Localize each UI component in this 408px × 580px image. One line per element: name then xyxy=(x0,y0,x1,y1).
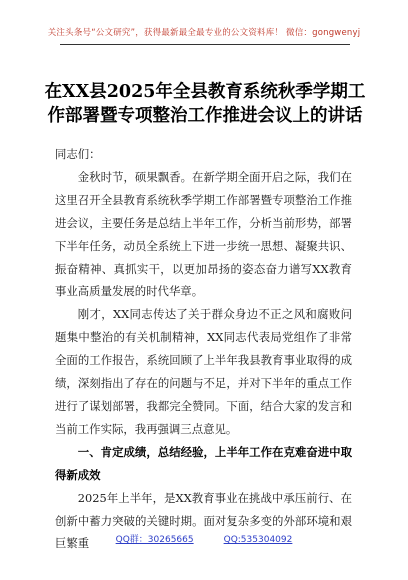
section-heading: 一、肯定成绩，总结经验，上半年工作在克难奋进中取得新成效 xyxy=(55,444,352,482)
salutation: 同志们： xyxy=(55,147,101,161)
paragraph: 刚才，XX同志传达了关于群众身边不正之风和腐败问题集中整治的有关机制精神，XX同志代表局党组作了非常全面的工作报告，系统回顾了上半年我县教育事业取得的成绩，深刻指出了存在的问题与不足，并对下半年的重点工作进行了谋划部署，我都完全赞同。下面，结合大家的发言和当前工作实际，我再强调三点意见。 xyxy=(55,307,352,436)
document-title: 在XX县2025年全县教育系统秋季学期工作部署暨专项整治工作推进会议上的讲话 xyxy=(44,82,366,126)
paragraph: 2025年上半年，是XX教育事业在挑战中承压前行、在创新中蓄力突破的关键时期。面对复杂多变的外部环境和艰巨繁重 xyxy=(55,490,352,551)
document-body xyxy=(55,143,352,555)
header-promo-note: 关注头条号“公文研究”，获得最新最全最专业的公文资料库！ 微信：gongwenyj xyxy=(47,28,361,38)
footer-contacts xyxy=(0,532,408,545)
qq-group-link[interactable]: QQ群：30265665 xyxy=(115,535,194,545)
paragraph: 金秋时节，硕果飘香。在新学期全面开启之际，我们在这里召开全县教育系统秋季学期工作部署暨专项整治工作推进会议，主要任务是总结上半年工作，分析当前形势，部署下半年任务，动员全系统上下进一步统一思想、凝聚共识、振奋精神、真抓实干，以更加昂扬的姿态奋力谱写XX教育事业高质量发展的时代华章。 xyxy=(55,169,352,299)
qq-link[interactable]: QQ:535304092 xyxy=(223,535,293,545)
header-divider xyxy=(60,44,350,45)
